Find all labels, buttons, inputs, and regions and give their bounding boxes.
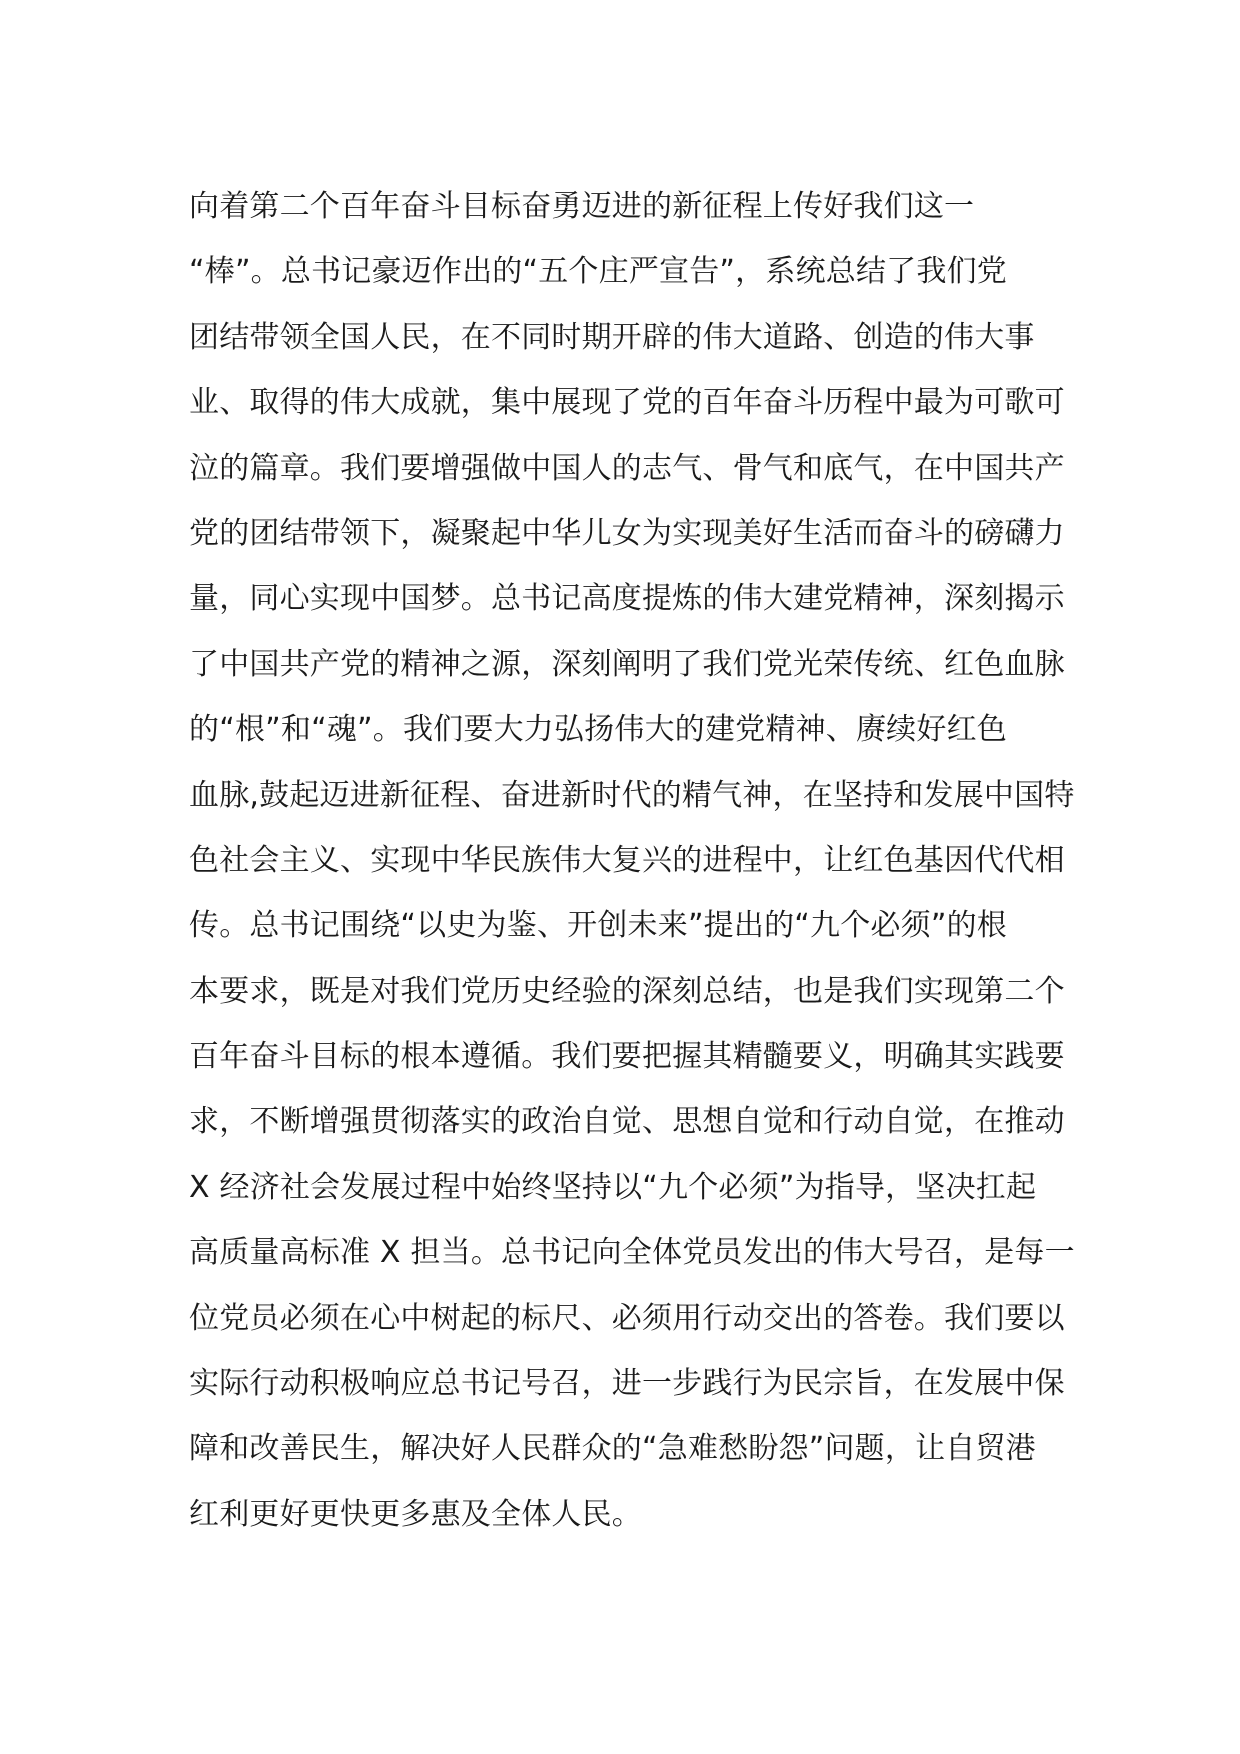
- text-line: 红利更好更快更多惠及全体人民。: [189, 1496, 642, 1532]
- text-line: X 经济社会发展过程中始终坚持以“九个必须”为指导，坚决扛起: [189, 1169, 1037, 1205]
- text-line: 业、取得的伟大成就，集中展现了党的百年奋斗历程中最为可歌可: [189, 385, 1065, 421]
- text-line: 求，不断增强贯彻落实的政治自觉、思想自觉和行动自觉，在推动: [189, 1104, 1065, 1140]
- text-line: 泣的篇章。我们要增强做中国人的志气、骨气和底气，在中国共产: [189, 450, 1065, 486]
- text-line: 本要求，既是对我们党历史经验的深刻总结，也是我们实现第二个: [189, 973, 1065, 1009]
- text-line: 传。总书记围绕“以史为鉴、开创未来”提出的“九个必须”的根: [189, 908, 1007, 944]
- text-line: 血脉,鼓起迈进新征程、奋进新时代的精气神，在坚持和发展中国特: [189, 777, 1075, 813]
- text-line: 向着第二个百年奋斗目标奋勇迈进的新征程上传好我们这一: [189, 189, 975, 224]
- text-line: 位党员必须在心中树起的标尺、必须用行动交出的答卷。我们要以: [189, 1300, 1065, 1336]
- text-line: 了中国共产党的精神之源，深刻阐明了我们党光荣传统、红色血脉: [189, 646, 1065, 682]
- text-line: 障和改善民生，解决好人民群众的“急难愁盼怨”问题，让自贸港: [189, 1431, 1036, 1467]
- text-line: 实际行动积极响应总书记号召，进一步践行为民宗旨，在发展中保: [189, 1366, 1065, 1402]
- text-line: 党的团结带领下，凝聚起中华儿女为实现美好生活而奋斗的磅礴力: [189, 515, 1065, 551]
- text-line: 的“根”和“魂”。我们要大力弘扬伟大的建党精神、赓续好红色: [189, 712, 1007, 748]
- text-line: 百年奋斗目标的根本遵循。我们要把握其精髓要义，明确其实践要: [189, 1039, 1065, 1075]
- text-line: 高质量高标准 X 担当。总书记向全体党员发出的伟大号召，是每一: [189, 1235, 1075, 1271]
- text-line: 量，同心实现中国梦。总书记高度提炼的伟大建党精神，深刻揭示: [189, 581, 1065, 617]
- text-line: 色社会主义、实现中华民族伟大复兴的进程中，让红色基因代代相: [189, 842, 1065, 878]
- text-line: 团结带领全国人民，在不同时期开辟的伟大道路、创造的伟大事: [189, 319, 1035, 355]
- body-paragraph: [189, 174, 1075, 1547]
- text-line: “棒”。总书记豪迈作出的“五个庄严宣告”，系统总结了我们党: [189, 254, 1007, 290]
